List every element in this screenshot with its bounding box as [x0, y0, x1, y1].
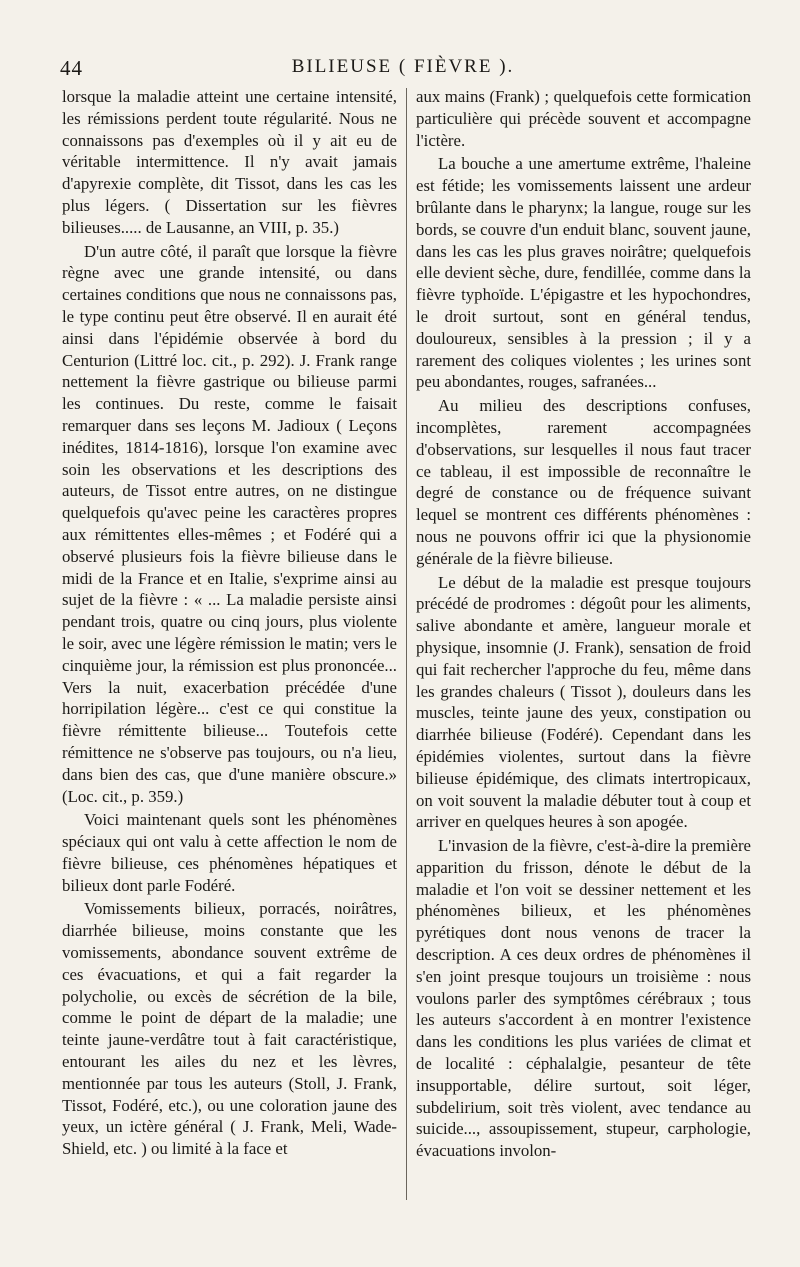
- paragraph: Le début de la maladie est presque toujours précédé de prodromes : dégoût pour les aliments, salive abondante et amère, langueur morale et physique, insomnie (J. Frank), sensation de froid qui fait rechercher l'approche du feu, même dans les grandes chaleurs ( Tissot ), douleurs dans les muscles, teinte jaune des yeux, constipation ou diarrhée bilieuse (Fodéré). Cependant dans les épidémies violentes, surtout dans la fièvre bilieuse épidémique, des climats intertropicaux, on voit souvent la maladie débuter tout à coup et arriver en quelques heures à son apogée.: [416, 572, 751, 832]
- paragraph: Voici maintenant quels sont les phénomènes spéciaux qui ont valu à cette affection le nom de fièvre bilieuse, ces phénomènes hépatiques et bilieux dont parle Fodéré.: [62, 810, 397, 895]
- right-column: [416, 86, 751, 1236]
- page-number: 44: [60, 56, 83, 80]
- paragraph: Vomissements bilieux, porracés, noirâtres, diarrhée bilieuse, moins constante que les vomissements, abondance souvent extrême de ces évacuations, et qui a fait regarder la polycholie, ou excès de sécrétion de la bile, comme le point de départ de la maladie; une teinte jaune-verdâtre tout à fait caractéristique, entourant les ailes du nez et les lèvres, mentionnée par tous les auteurs (Stoll, J. Frank, Tissot, Fodéré, etc.), ou une coloration jaune des yeux, un ictère général ( J. Frank, Meli, Wade-Shield, etc. ) ou limité à la face et: [62, 899, 397, 1159]
- paragraph: Au milieu des descriptions confuses, incomplètes, rarement accompagnées d'observations, sur lesquelles il nous faut tracer ce tableau, il est impossible de reconnaître le degré de constance ou de fréquence suivant lequel se montrent ces différents phénomènes : nous ne pouvons offrir ici que la physionomie générale de la fièvre bilieuse.: [416, 396, 751, 568]
- left-column: [62, 86, 397, 1236]
- paragraph: aux mains (Frank) ; quelquefois cette formication particulière qui précède souvent et accompagne l'ictère.: [416, 87, 751, 150]
- column-divider: [406, 88, 407, 1200]
- running-head: [60, 56, 746, 82]
- paragraph: La bouche a une amertume extrême, l'haleine est fétide; les vomissements laissent une ardeur brûlante dans le pharynx; la langue, rouge sur les bords, se couvre d'un enduit blanc, souvent jaune, dans les cas les plus graves noirâtre; quelquefois elle devient sèche, dure, fendillée, comme dans la fièvre typhoïde. L'épigastre et les hypochondres, le droit surtout, sont en général tendus, douloureux, sensibles à la pression ; il y a rarement des coliques violentes ; les urines sont peu abondantes, rouges, safranées...: [416, 154, 751, 392]
- paragraph: lorsque la maladie atteint une certaine intensité, les rémissions perdent toute régularité. Nous ne connaissons pas d'exemples où il y ait eu de véritable intermittence. Il n'y avait jamais d'apyrexie complète, dit Tissot, dans les cas les plus légers. ( Dissertation sur les fièvres bilieuses..... de Lausanne, an VIII, p. 35.): [62, 87, 397, 237]
- paragraph: D'un autre côté, il paraît que lorsque la fièvre règne avec une grande intensité, ou dans certaines conditions que nous ne connaissons pas, le type continu peut être observé. Il en aurait été ainsi dans l'épidémie observée à bord du Centurion (Littré loc. cit., p. 292). J. Frank range nettement la fièvre gastrique ou bilieuse parmi les continues. Du reste, comme le faisait remarquer dans ses leçons M. Jadioux ( Leçons inédites, 1814-1816), lorsque l'on examine avec soin les observations et les descriptions des auteurs, de Tissot entre autres, on ne distingue quelquefois qu'avec peine les caractères propres aux rémittentes elles-mêmes ; et Fodéré qui a observé plusieurs fois la fièvre bilieuse dans le midi de la France et en Italie, s'exprime ainsi au sujet de la fièvre : « ... La maladie persiste ainsi pendant trois, quatre ou cinq jours, plus violente le soir, avec une légère rémission le matin; vers le cinquième jour, la rémission est plus prononcée... Vers la nuit, exacerbation précédée d'une horripilation légère... c'est ce qui constitue la fièvre rémittente bilieuse... Toutefois cette rémittence ne s'observe pas toujours, ou n'a lieu, dans bien des cas, que d'une manière obscure.» (Loc. cit., p. 359.): [62, 241, 397, 806]
- paragraph: L'invasion de la fièvre, c'est-à-dire la première apparition du frisson, dénote le début de la maladie et l'on voit se dessiner nettement et les phénomènes bilieux, et les phénomènes pyrétiques dont nous venons de tracer la description. A ces deux ordres de phénomènes il s'en joint presque toujours un troisième : nous voulons parler des symptômes cérébraux ; tous les auteurs s'accordent à en montrer l'existence dans les conditions les plus variées de climat et de localité : céphalalgie, pesanteur de tête insupportable, délire surtout, soit léger, subdelirium, soit très violent, avec tendance au suicide..., assoupissement, stupeur, carphologie, évacuations involon-: [416, 836, 751, 1161]
- header-title: BILIEUSE ( FIÈVRE ).: [291, 56, 515, 77]
